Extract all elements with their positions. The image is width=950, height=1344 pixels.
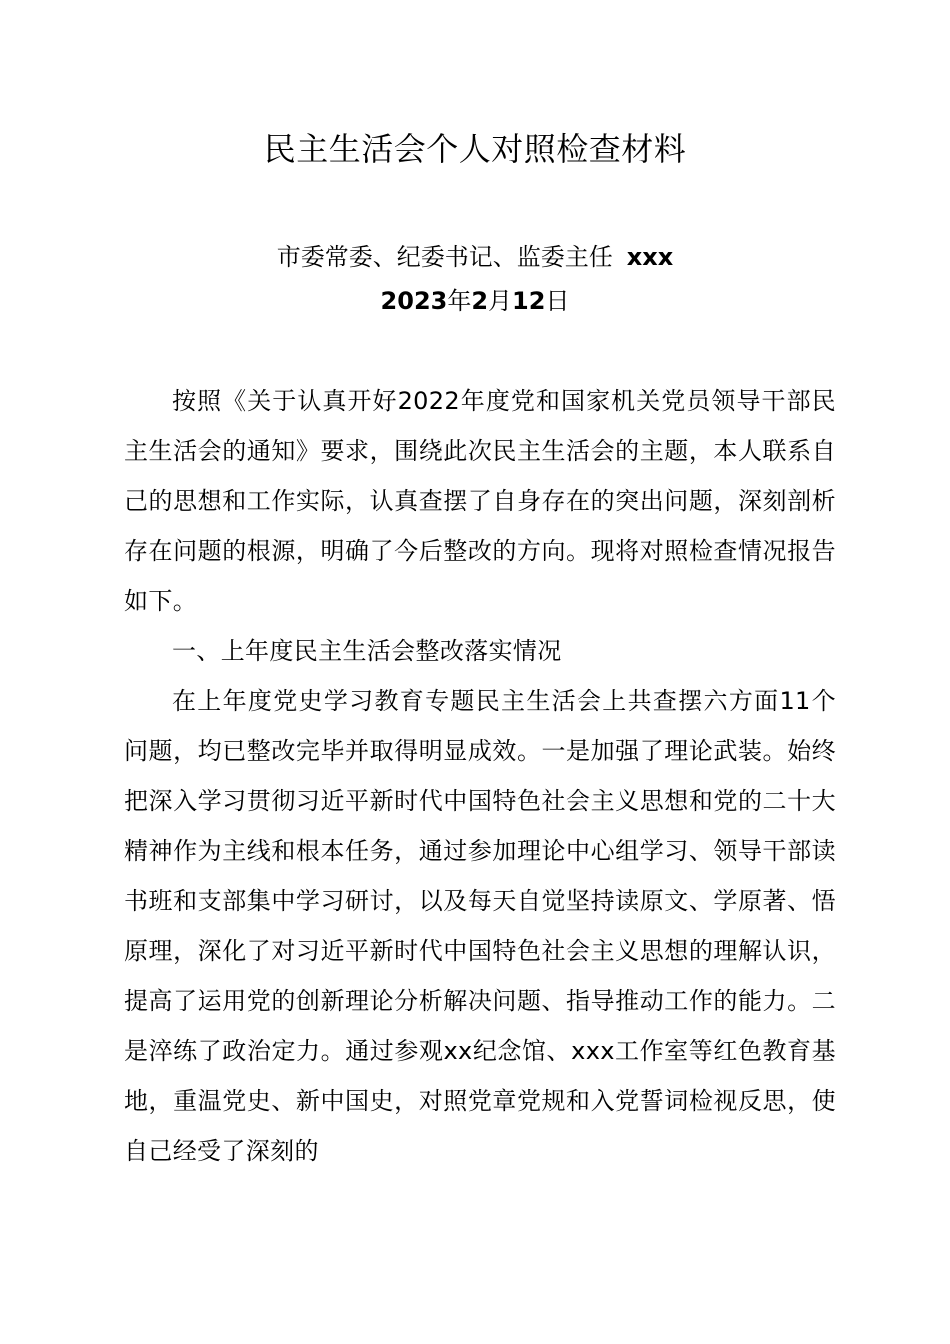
author-position: 市委常委、纪委书记、监委主任 bbox=[276, 243, 613, 271]
document-date bbox=[0, 282, 950, 320]
date-month: 2 bbox=[471, 287, 489, 315]
date-year-unit: 年 bbox=[447, 287, 472, 315]
date-year: 2023 bbox=[380, 287, 448, 315]
document-body bbox=[124, 376, 836, 1176]
date-day: 12 bbox=[512, 287, 546, 315]
section-heading-1: 一、上年度民主生活会整改落实情况 bbox=[172, 637, 562, 665]
author-name: xxx bbox=[626, 243, 674, 271]
paragraph-intro: 按照《关于认真开好2022年度党和国家机关党员领导干部民主生活会的通知》要求，围绕此次民主生活会的主题，本人联系自己的思想和工作实际，认真查摆了自身存在的突出问题，深刻剖析存在问题的根源，明确了今后整改的方向。现将对照检查情况报告如下。 bbox=[124, 387, 836, 615]
paragraph-section-1: 在上年度党史学习教育专题民主生活会上共查摆六方面11个问题，均已整改完毕并取得明显成效。一是加强了理论武装。始终把深入学习贯彻习近平新时代中国特色社会主义思想和党的二十大精神作为主线和根本任务，通过参加理论中心组学习、领导干部读书班和支部集中学习研讨，以及每天自觉坚持读原文、学原著、悟原理，深化了对习近平新时代中国特色社会主义思想的理解认识，提高了运用党的创新理论分析解决问题、指导推动工作的能力。二是淬练了政治定力。通过参观xx纪念馆、xxx工作室等红色教育基地，重温党史、新中国史，对照党章党规和入党誓词检视反思，使自己经受了深刻的 bbox=[124, 687, 836, 1165]
date-day-unit: 日 bbox=[545, 287, 570, 315]
date-month-unit: 月 bbox=[488, 287, 513, 315]
document-title: 民主生活会个人对照检查材料 bbox=[263, 130, 687, 168]
author-line bbox=[0, 238, 950, 276]
